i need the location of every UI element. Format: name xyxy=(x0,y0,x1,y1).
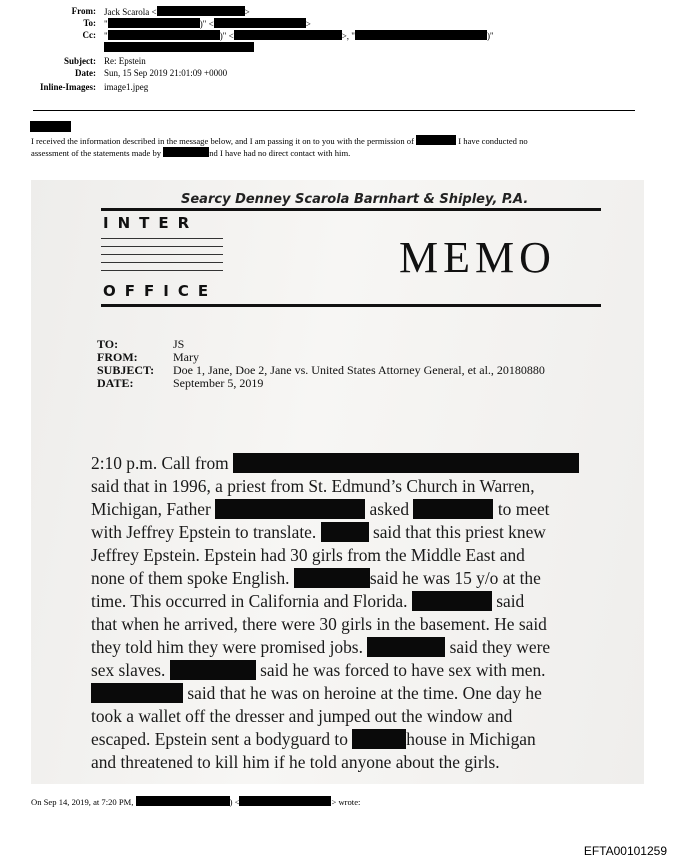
memo-title: MEMO xyxy=(399,233,556,282)
memo-from-value: Mary xyxy=(173,350,199,364)
date-value: Sun, 15 Sep 2019 21:01:09 +0000 xyxy=(104,68,228,78)
bottom-rule xyxy=(101,304,601,307)
office-label: OFFICE xyxy=(103,282,218,300)
memo-date-label: DATE: xyxy=(97,376,134,390)
memo-date-value: September 5, 2019 xyxy=(173,376,264,390)
memo-to-label: TO: xyxy=(97,337,119,351)
from-label: From: xyxy=(71,6,96,16)
inline-images-label: Inline-Images: xyxy=(40,82,96,92)
redaction xyxy=(234,30,342,40)
to-label: To: xyxy=(83,18,96,28)
inline-images-value: image1.jpeg xyxy=(104,82,149,92)
document-id: EFTA00101259 xyxy=(583,844,667,858)
redaction xyxy=(215,499,365,519)
redaction xyxy=(108,30,220,40)
redaction xyxy=(30,121,71,132)
redaction xyxy=(239,796,331,806)
redaction xyxy=(416,135,456,145)
redaction xyxy=(413,499,493,519)
firm-name: Searcy Denney Scarola Barnhart & Shipley, P.A. xyxy=(181,192,529,207)
memo-subject-label: SUBJECT: xyxy=(97,363,155,377)
redaction xyxy=(214,18,306,28)
memo-image: Searcy Denney Scarola Barnhart & Shipley, P.A. INTER MEMO OFFICE TO: JS FROM: Mary SUBJECT: Doe 1, Jane, Doe 2, Jane vs. United States Attorney General, et al., 20180880 DATE: September 5, 2019 2:10 p.m. Call from said that in 1996, a priest from St. Edmund’s Church in Warren, Michigan, Father asked to meet with Jeffrey Epstein to translate. said that this priest knew Jeffrey Epstein. Epstein had 30 girls from the Middle East and none of them spoke English. said he was 15 y/o at the time. This occurred in California and Florida. said that when he arrived, there were 30 girls in the basement. He said they told him they were promised jobs. said they were sex slaves. said he was forced to have sex with men. said that he was on heroine at the time. One day he took a wallet off the dresser and jumped out the window and escaped. Epstein sent a bodyguard to house in Michigan and threatened to kill him if he told anyone about the girls. xyxy=(31,180,644,784)
memo-from-label: FROM: xyxy=(97,350,138,364)
date-label: Date: xyxy=(75,68,96,78)
redaction xyxy=(108,18,200,28)
redaction xyxy=(367,637,445,657)
cc-label: Cc: xyxy=(82,30,96,40)
redaction xyxy=(321,522,369,542)
top-rule xyxy=(101,208,601,211)
redaction xyxy=(412,591,492,611)
redaction xyxy=(136,796,230,806)
memo-to-value: JS xyxy=(173,337,185,351)
from-value: Jack Scarola < xyxy=(104,7,157,17)
redaction xyxy=(352,729,406,749)
memo-subject-value: Doe 1, Jane, Doe 2, Jane vs. United States Attorney General, et al., 20180880 xyxy=(173,363,545,377)
redaction xyxy=(355,30,487,40)
inter-label: INTER xyxy=(103,214,199,232)
redaction xyxy=(170,660,256,680)
intro-paragraph: I received the information described in the message below, and I am passing it on to you with the permission of I have conducted no assessment of the statements made by nd I have had no direct contact with him. xyxy=(31,136,528,158)
redaction xyxy=(157,6,245,16)
redaction xyxy=(294,568,370,588)
redaction xyxy=(91,683,183,703)
header-divider xyxy=(33,110,635,111)
subject-value: Re: Epstein xyxy=(104,56,146,66)
redaction xyxy=(104,42,254,52)
redaction xyxy=(233,453,579,473)
subject-label: Subject: xyxy=(64,56,96,66)
redaction xyxy=(163,147,209,157)
quoted-reply-line: On Sep 14, 2019, at 7:20 PM, ) < > wrote: xyxy=(31,797,361,807)
